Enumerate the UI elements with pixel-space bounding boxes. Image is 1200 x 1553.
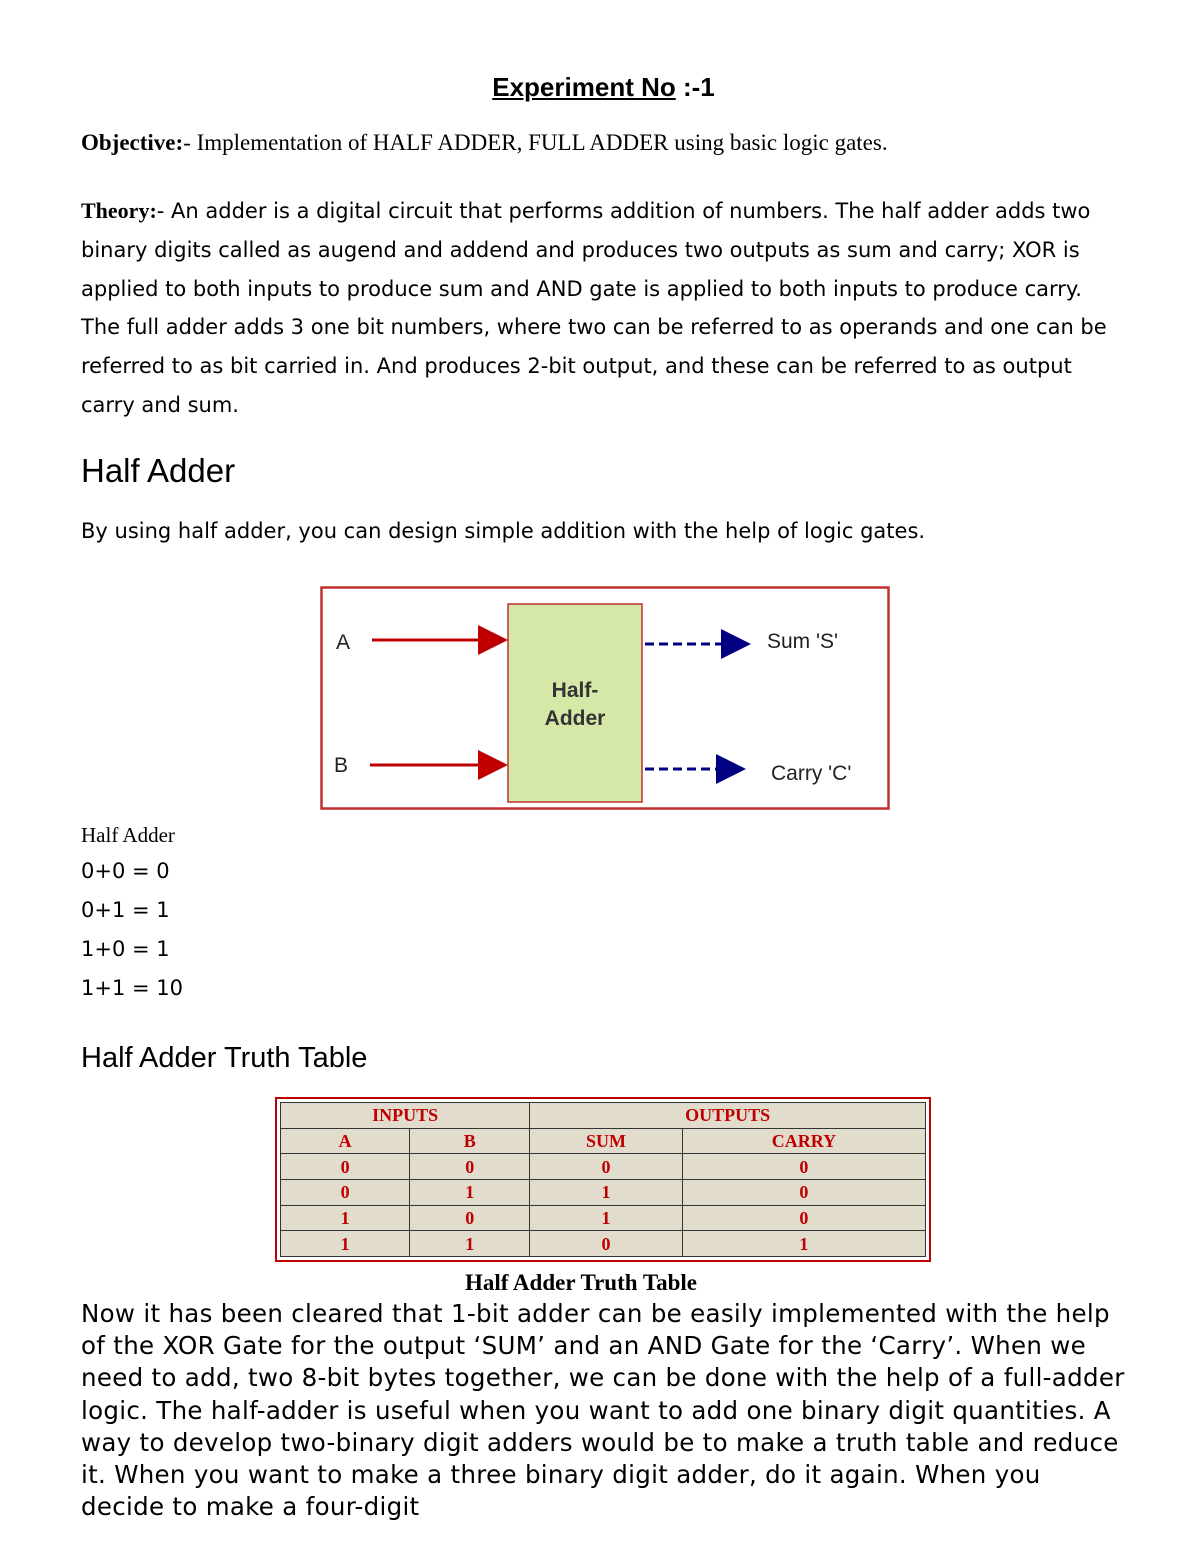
table-cell: 0 [530, 1231, 683, 1257]
theory-text: - An adder is a digital circuit that performs addition of numbers. The half adder adds two binary digits called as augend and addend and produces two outputs as sum and carry; XOR is applied to both inputs to produce sum and AND gate is applied to both inputs to produce carry. The full adder adds 3 one bit numbers, where two can be referred to as operands and one can be referred to as bit carried in. And produces 2-bit output, and these can be referred to as output carry and sum. [81, 199, 1107, 417]
half-adder-block [508, 604, 642, 802]
objective-label: Objective: [81, 130, 184, 155]
table-cell: 0 [410, 1154, 530, 1180]
objective-paragraph [81, 130, 888, 156]
objective-text: - Implementation of HALF ADDER, FULL ADDER using basic logic gates. [183, 130, 888, 155]
equation-line: 1+1 = 10 [81, 976, 183, 1000]
half-adder-diagram-svg [320, 585, 890, 811]
half-adder-intro: By using half adder, you can design simple addition with the help of logic gates. [81, 519, 926, 543]
table-cell: 1 [281, 1231, 410, 1257]
table-cell: 0 [682, 1154, 925, 1180]
table-row [281, 1231, 926, 1257]
column-header-carry: CARRY [682, 1128, 925, 1154]
equation-line: 0+1 = 1 [81, 898, 170, 922]
table-cell: 0 [410, 1205, 530, 1231]
block-label-line1: Half- [551, 679, 599, 702]
equation-line: 1+0 = 1 [81, 937, 170, 961]
table-cell: 1 [410, 1231, 530, 1257]
truth-table-caption: Half Adder Truth Table [465, 1270, 697, 1295]
table-cell: 1 [682, 1231, 925, 1257]
theory-label: Theory: [81, 198, 157, 223]
table-cell: 0 [281, 1179, 410, 1205]
half-adder-heading: Half Adder [81, 452, 236, 489]
input-b-label: B [334, 754, 349, 777]
table-cell: 0 [530, 1154, 683, 1180]
theory-paragraph [81, 192, 1121, 425]
table-cell: 1 [281, 1205, 410, 1231]
truth-table [280, 1102, 926, 1257]
table-cell: 1 [530, 1205, 683, 1231]
table-cell: 0 [682, 1205, 925, 1231]
table-group-header-row [281, 1103, 926, 1129]
table-cell: 0 [281, 1154, 410, 1180]
table-column-header-row [281, 1128, 926, 1154]
equation-line: 0+0 = 0 [81, 859, 170, 883]
table-cell: 1 [410, 1179, 530, 1205]
column-header-a: A [281, 1128, 410, 1154]
experiment-title-underlined: Experiment No [492, 72, 676, 102]
block-label-line2: Adder [544, 707, 606, 730]
equations-label: Half Adder [81, 823, 175, 847]
closing-paragraph: Now it has been cleared that 1-bit adder can be easily implemented with the help of the XOR Gate for the output ‘SUM’ and an AND Gate for the ‘Carry’. When we need to add, two 8-bit bytes together, we can be done with the help of a full-adder logic. The half-adder is useful when you want to add one binary digit quantities. A way to develop two-binary digit adders would be to make a truth table and reduce it. When you want to make a three binary digit adder, do it again. When you decide to make a four-digit [81, 1299, 1125, 1522]
half-adder-block-diagram [320, 585, 890, 815]
inputs-group-header: INPUTS [281, 1103, 530, 1129]
carry-output-label: Carry 'C' [771, 762, 852, 785]
truth-table-heading: Half Adder Truth Table [81, 1042, 368, 1074]
table-cell: 0 [682, 1179, 925, 1205]
table-row [281, 1205, 926, 1231]
column-header-b: B [410, 1128, 530, 1154]
input-a-label: A [336, 631, 351, 654]
table-cell: 1 [530, 1179, 683, 1205]
table-row [281, 1179, 926, 1205]
column-header-sum: SUM [530, 1128, 683, 1154]
truth-table-frame [275, 1097, 931, 1262]
outputs-group-header: OUTPUTS [530, 1103, 926, 1129]
experiment-number: :-1 [675, 72, 715, 102]
experiment-title [81, 72, 1126, 103]
table-row [281, 1154, 926, 1180]
sum-output-label: Sum 'S' [767, 630, 839, 653]
